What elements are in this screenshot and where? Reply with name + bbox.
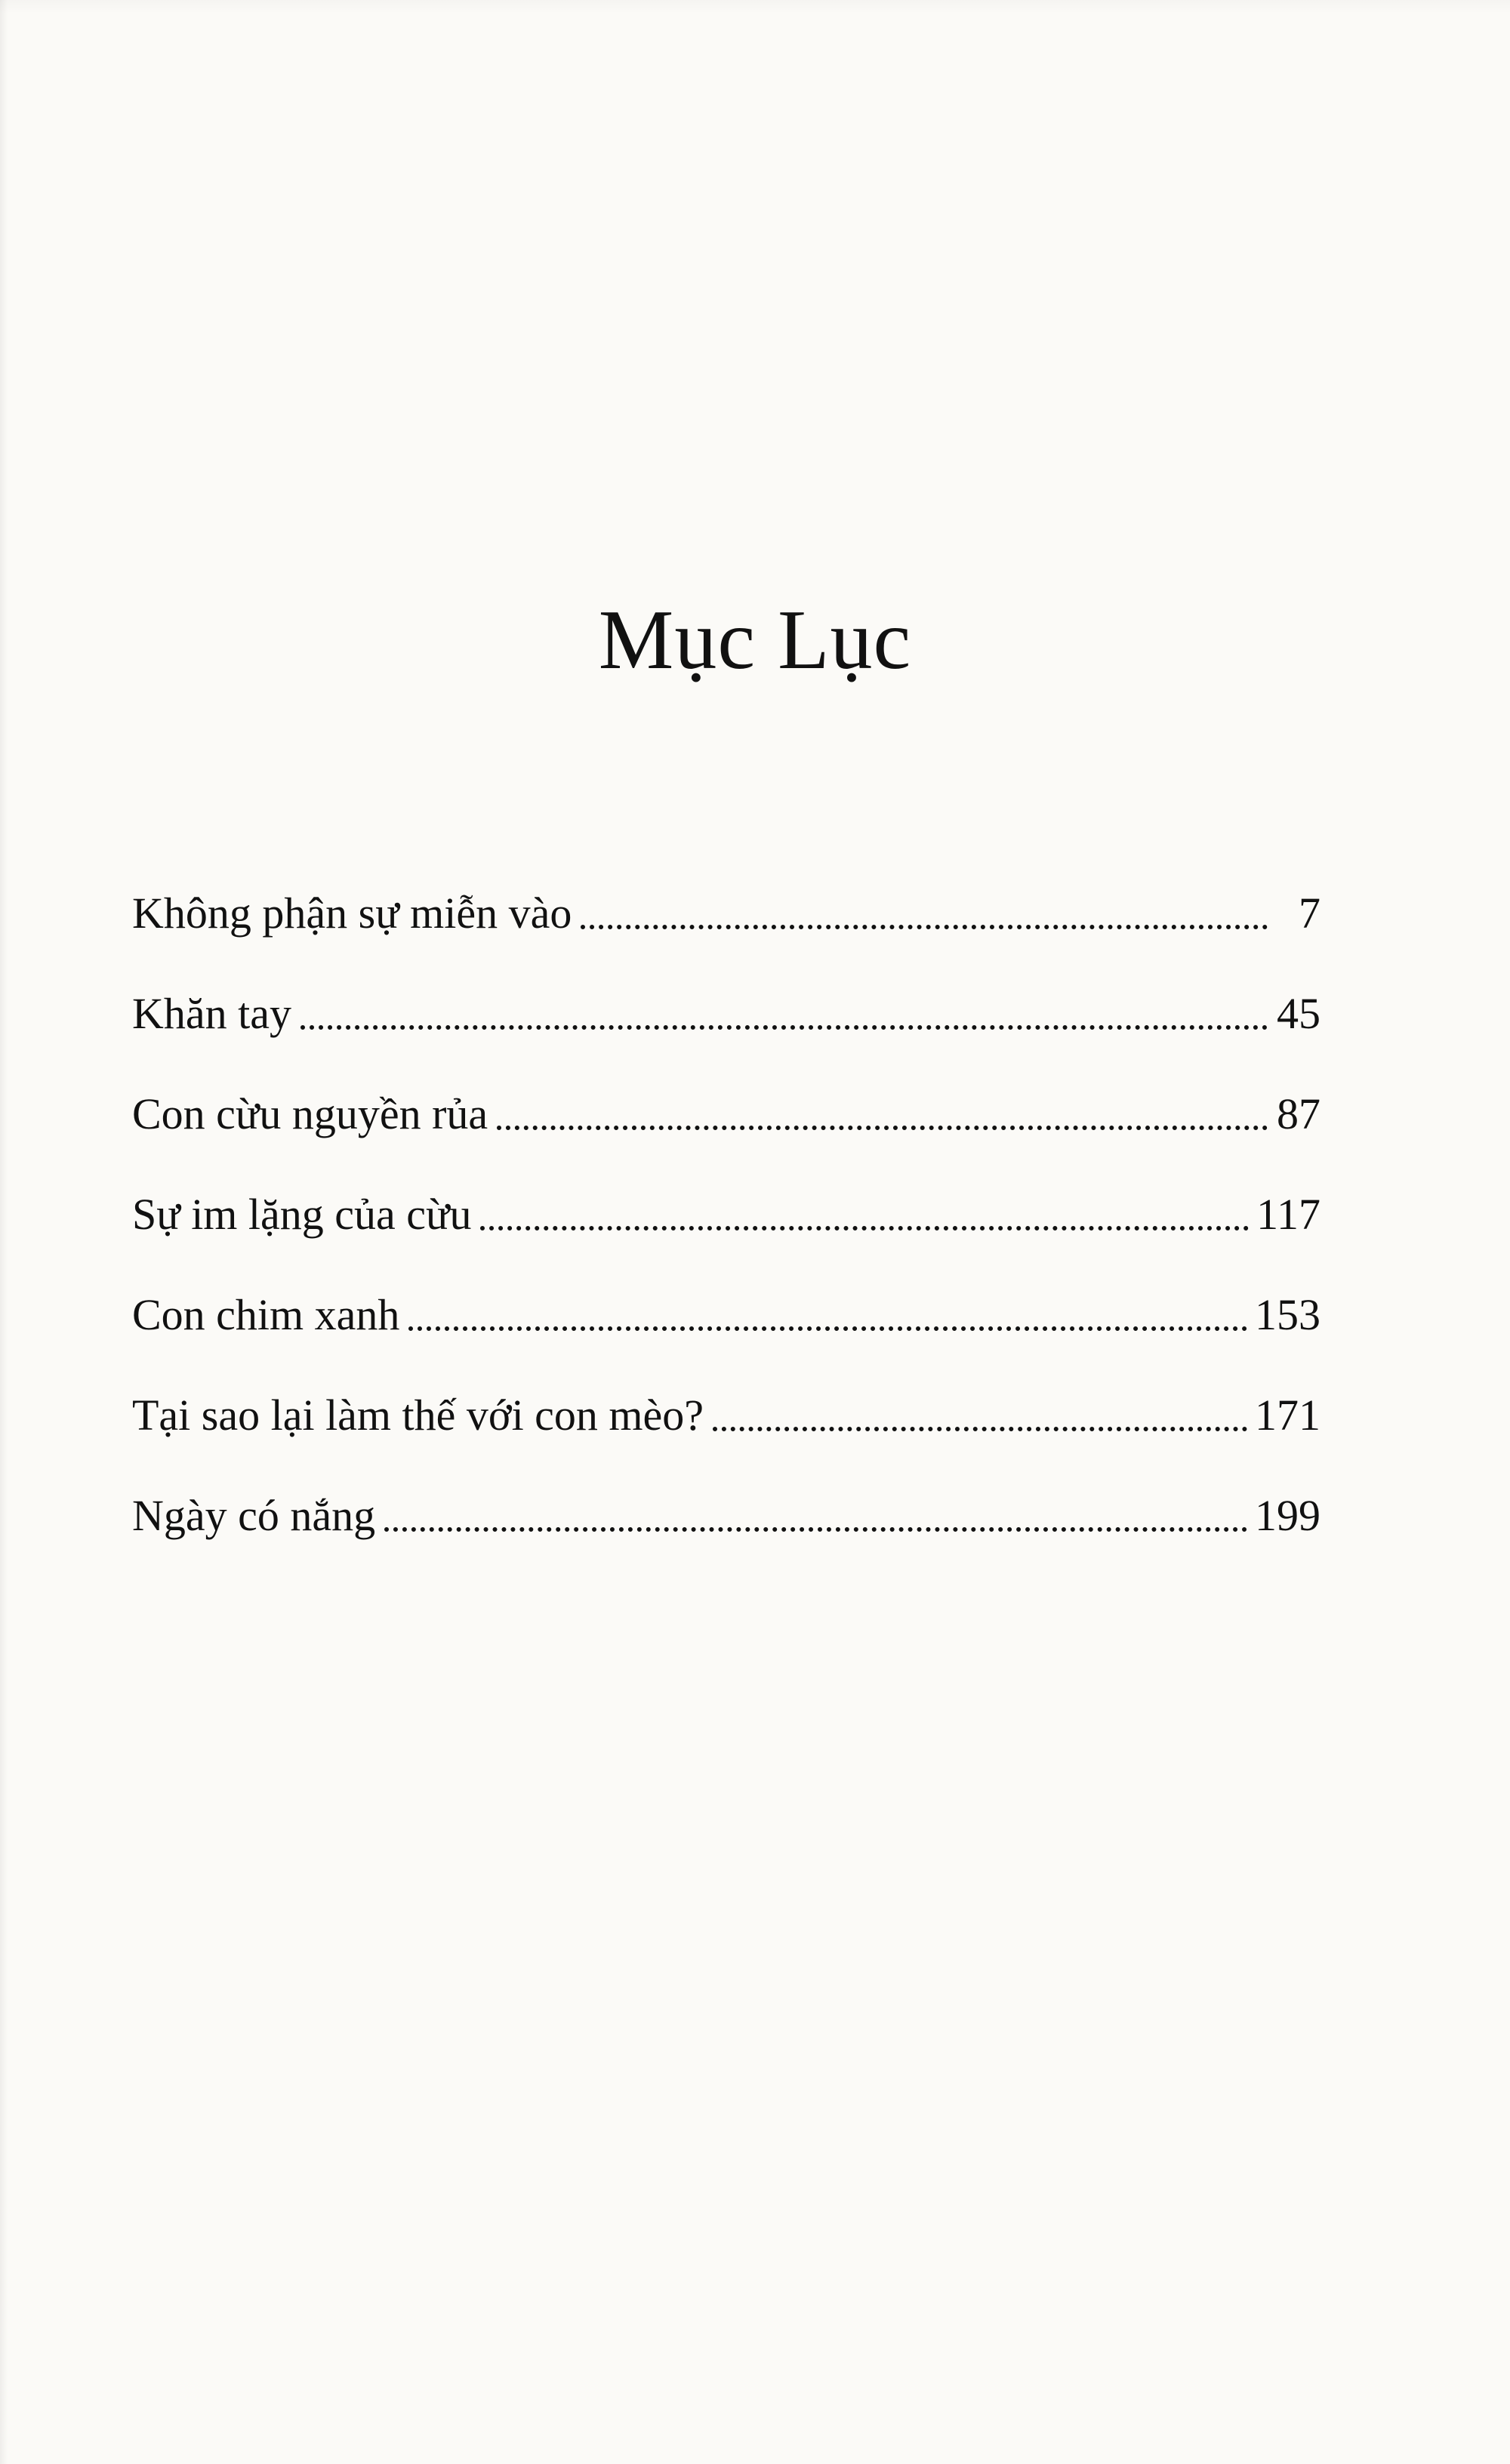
toc-entry-5 (132, 1246, 1320, 1346)
toc-entry-title: Sự im lặng của cừu (132, 1190, 472, 1239)
toc-entry-title: Con chim xanh (132, 1290, 400, 1339)
dot-leader (480, 1225, 1249, 1230)
toc-entry-1 (132, 844, 1320, 944)
toc-entry-title: Ngày có nắng (132, 1491, 376, 1540)
toc-entry-2 (132, 944, 1320, 1045)
table-of-contents (132, 844, 1320, 1547)
toc-entry-page-number: 171 (1255, 1391, 1320, 1440)
toc-entry-title: Tại sao lại làm thế với con mèo? (132, 1391, 704, 1440)
toc-entry-page-number: 45 (1277, 989, 1320, 1038)
page-title: Mục Lục (598, 593, 912, 687)
dot-leader (408, 1326, 1247, 1331)
toc-entry-title: Không phận sự miễn vào (132, 889, 572, 938)
toc-entry-7 (132, 1446, 1320, 1547)
toc-entry-page-number: 117 (1256, 1190, 1320, 1239)
toc-entry-page-number: 7 (1299, 889, 1320, 938)
toc-entry-4 (132, 1145, 1320, 1246)
dot-leader (384, 1526, 1247, 1532)
toc-entry-6 (132, 1346, 1320, 1446)
toc-entry-page-number: 87 (1277, 1089, 1320, 1138)
toc-entry-page-number: 153 (1255, 1290, 1320, 1339)
toc-entry-page-number: 199 (1255, 1491, 1320, 1540)
toc-entry-title: Con cừu nguyền rủa (132, 1089, 488, 1138)
toc-entry-title: Khăn tay (132, 989, 291, 1038)
dot-leader (581, 924, 1268, 929)
dot-leader (300, 1024, 1268, 1030)
dot-leader (497, 1125, 1268, 1130)
dot-leader (713, 1426, 1247, 1431)
toc-entry-3 (132, 1045, 1320, 1145)
